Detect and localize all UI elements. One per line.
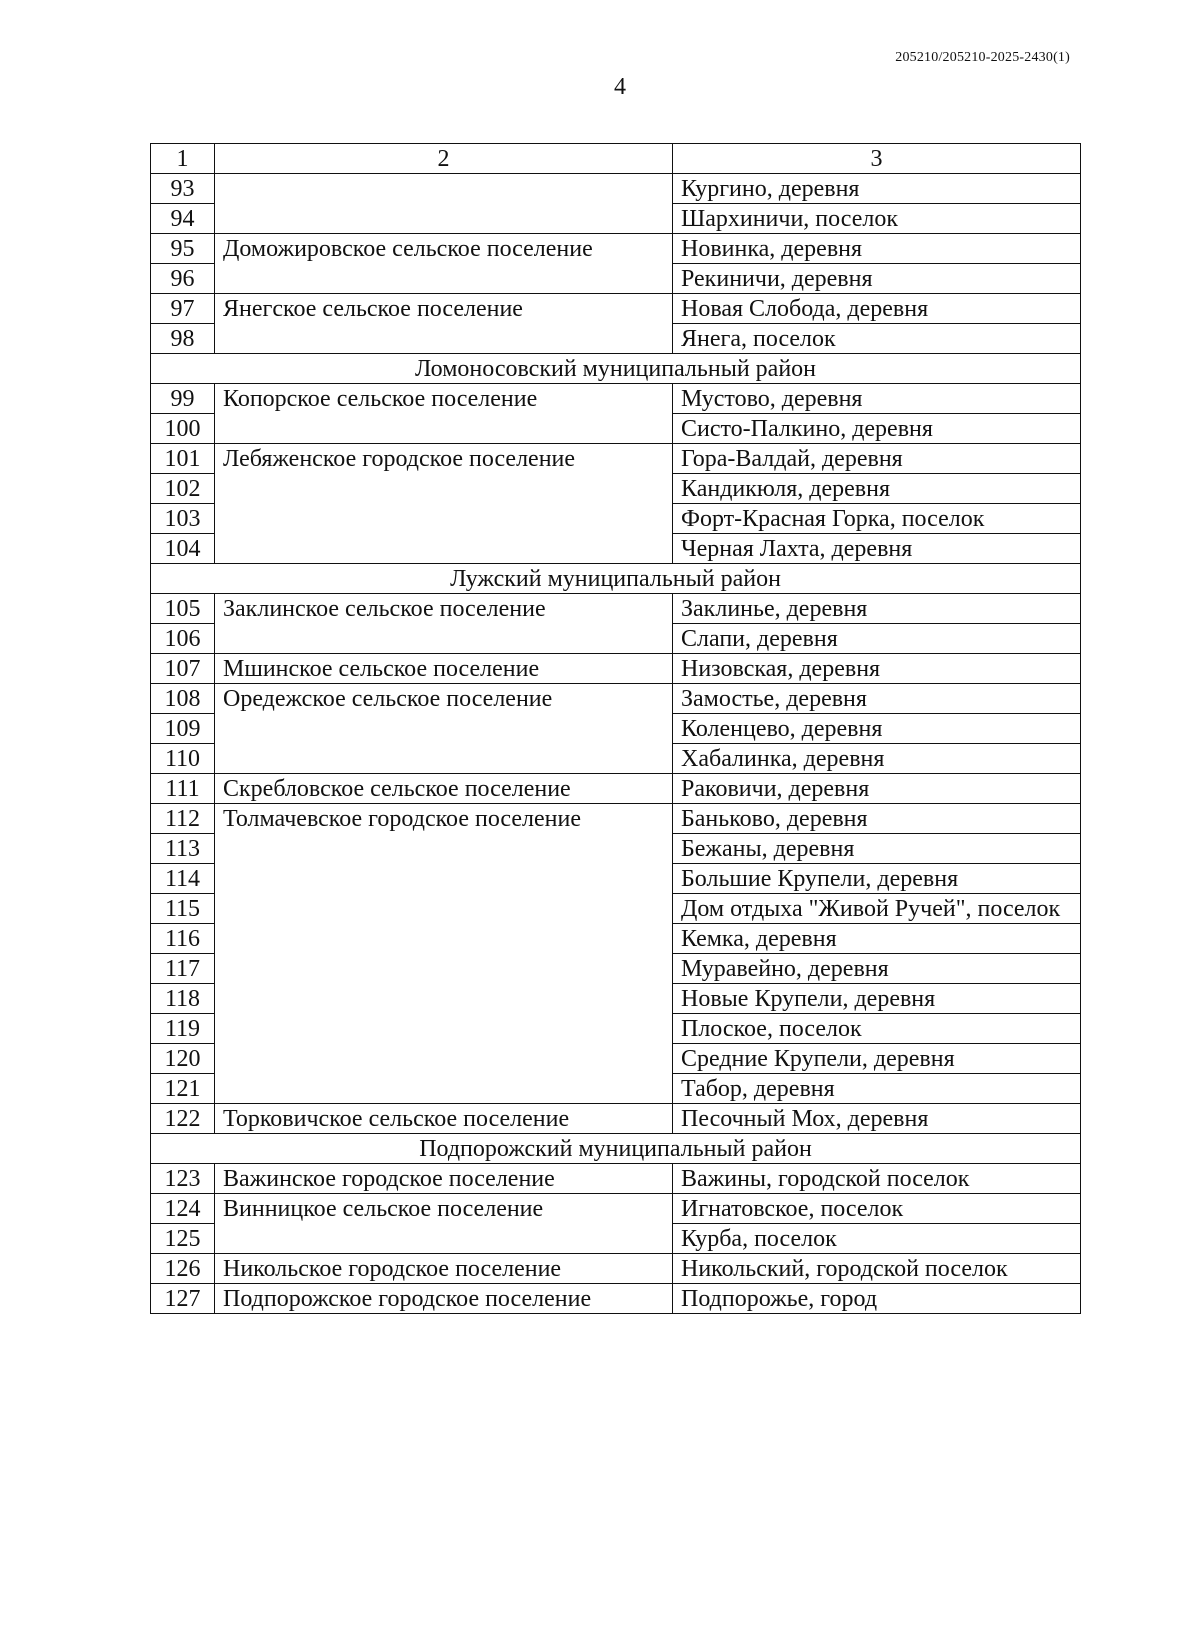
row-number: 118 <box>151 984 215 1014</box>
row-number: 100 <box>151 414 215 444</box>
row-number: 114 <box>151 864 215 894</box>
row-number: 123 <box>151 1164 215 1194</box>
row-number: 94 <box>151 204 215 234</box>
locality-name: Плоское, поселок <box>673 1014 1081 1044</box>
locality-name: Систо-Палкино, деревня <box>673 414 1081 444</box>
district-heading-row <box>151 354 1081 384</box>
locality-name: Кандикюля, деревня <box>673 474 1081 504</box>
settlement-name: Важинское городское поселение <box>215 1164 673 1194</box>
locality-name: Форт-Красная Горка, поселок <box>673 504 1081 534</box>
table-row <box>151 384 1081 414</box>
locality-name: Кемка, деревня <box>673 924 1081 954</box>
settlement-name: Янегское сельское поселение <box>215 294 673 354</box>
row-number: 109 <box>151 714 215 744</box>
document-id: 205210/205210-2025-2430(1) <box>895 50 1070 65</box>
locality-name: Коленцево, деревня <box>673 714 1081 744</box>
row-number: 122 <box>151 1104 215 1134</box>
locality-name: Подпорожье, город <box>673 1284 1081 1314</box>
table-row <box>151 1164 1081 1194</box>
row-number: 127 <box>151 1284 215 1314</box>
table-row <box>151 444 1081 474</box>
locality-name: Большие Крупели, деревня <box>673 864 1081 894</box>
row-number: 107 <box>151 654 215 684</box>
locality-name: Черная Лахта, деревня <box>673 534 1081 564</box>
locality-name: Средние Крупели, деревня <box>673 1044 1081 1074</box>
table-row <box>151 774 1081 804</box>
row-number: 112 <box>151 804 215 834</box>
table-row <box>151 234 1081 264</box>
row-number: 101 <box>151 444 215 474</box>
locality-name: Важины, городской поселок <box>673 1164 1081 1194</box>
row-number: 119 <box>151 1014 215 1044</box>
table-row <box>151 594 1081 624</box>
row-number: 102 <box>151 474 215 504</box>
locality-name: Мустово, деревня <box>673 384 1081 414</box>
row-number: 97 <box>151 294 215 324</box>
settlement-name: Лебяженское городское поселение <box>215 444 673 564</box>
locality-name: Дом отдыха "Живой Ручей", поселок <box>673 894 1081 924</box>
settlement-name: Заклинское сельское поселение <box>215 594 673 654</box>
settlement-name: Никольское городское поселение <box>215 1254 673 1284</box>
table-row <box>151 1104 1081 1134</box>
locality-name: Игнатовское, поселок <box>673 1194 1081 1224</box>
row-number: 103 <box>151 504 215 534</box>
locality-name: Курба, поселок <box>673 1224 1081 1254</box>
locality-name: Шархиничи, поселок <box>673 204 1081 234</box>
column-header: 1 <box>151 144 215 174</box>
locality-name: Кургино, деревня <box>673 174 1081 204</box>
settlement-name: Подпорожское городское поселение <box>215 1284 673 1314</box>
row-number: 110 <box>151 744 215 774</box>
row-number: 95 <box>151 234 215 264</box>
settlement-name: Доможировское сельское поселение <box>215 234 673 294</box>
row-number: 106 <box>151 624 215 654</box>
locality-name: Заклинье, деревня <box>673 594 1081 624</box>
locality-name: Хабалинка, деревня <box>673 744 1081 774</box>
locality-name: Новинка, деревня <box>673 234 1081 264</box>
settlement-name: Винницкое сельское поселение <box>215 1194 673 1254</box>
locality-name: Новая Слобода, деревня <box>673 294 1081 324</box>
settlements-table <box>150 143 1081 1314</box>
row-number: 121 <box>151 1074 215 1104</box>
district-heading: Ломоносовский муниципальный район <box>151 354 1081 384</box>
district-heading-row <box>151 564 1081 594</box>
row-number: 98 <box>151 324 215 354</box>
locality-name: Баньково, деревня <box>673 804 1081 834</box>
district-heading-row <box>151 1134 1081 1164</box>
column-header: 3 <box>673 144 1081 174</box>
table-row <box>151 1284 1081 1314</box>
row-number: 96 <box>151 264 215 294</box>
district-heading: Подпорожский муниципальный район <box>151 1134 1081 1164</box>
row-number: 104 <box>151 534 215 564</box>
locality-name: Раковичи, деревня <box>673 774 1081 804</box>
locality-name: Янега, поселок <box>673 324 1081 354</box>
table-row <box>151 174 1081 204</box>
locality-name: Рекиничи, деревня <box>673 264 1081 294</box>
row-number: 120 <box>151 1044 215 1074</box>
table-row <box>151 1254 1081 1284</box>
settlement-name: Торковичское сельское поселение <box>215 1104 673 1134</box>
row-number: 126 <box>151 1254 215 1284</box>
row-number: 108 <box>151 684 215 714</box>
settlement-name: Мшинское сельское поселение <box>215 654 673 684</box>
table-header-row <box>151 144 1081 174</box>
row-number: 117 <box>151 954 215 984</box>
locality-name: Слапи, деревня <box>673 624 1081 654</box>
table-row <box>151 804 1081 834</box>
table-body <box>151 144 1081 1314</box>
locality-name: Никольский, городской поселок <box>673 1254 1081 1284</box>
row-number: 111 <box>151 774 215 804</box>
locality-name: Табор, деревня <box>673 1074 1081 1104</box>
locality-name: Гора-Валдай, деревня <box>673 444 1081 474</box>
settlement-name <box>215 174 673 234</box>
table-row <box>151 684 1081 714</box>
page-number: 4 <box>614 74 626 100</box>
locality-name: Низовская, деревня <box>673 654 1081 684</box>
row-number: 124 <box>151 1194 215 1224</box>
row-number: 93 <box>151 174 215 204</box>
locality-name: Замостье, деревня <box>673 684 1081 714</box>
settlement-name: Копорское сельское поселение <box>215 384 673 444</box>
settlement-name: Толмачевское городское поселение <box>215 804 673 1104</box>
locality-name: Бежаны, деревня <box>673 834 1081 864</box>
table-row <box>151 294 1081 324</box>
settlement-name: Скребловское сельское поселение <box>215 774 673 804</box>
row-number: 125 <box>151 1224 215 1254</box>
row-number: 113 <box>151 834 215 864</box>
locality-name: Муравейно, деревня <box>673 954 1081 984</box>
row-number: 115 <box>151 894 215 924</box>
locality-name: Песочный Мох, деревня <box>673 1104 1081 1134</box>
table-row <box>151 654 1081 684</box>
row-number: 99 <box>151 384 215 414</box>
column-header: 2 <box>215 144 673 174</box>
settlement-name: Оредежское сельское поселение <box>215 684 673 774</box>
locality-name: Новые Крупели, деревня <box>673 984 1081 1014</box>
district-heading: Лужский муниципальный район <box>151 564 1081 594</box>
row-number: 105 <box>151 594 215 624</box>
table-row <box>151 1194 1081 1224</box>
row-number: 116 <box>151 924 215 954</box>
